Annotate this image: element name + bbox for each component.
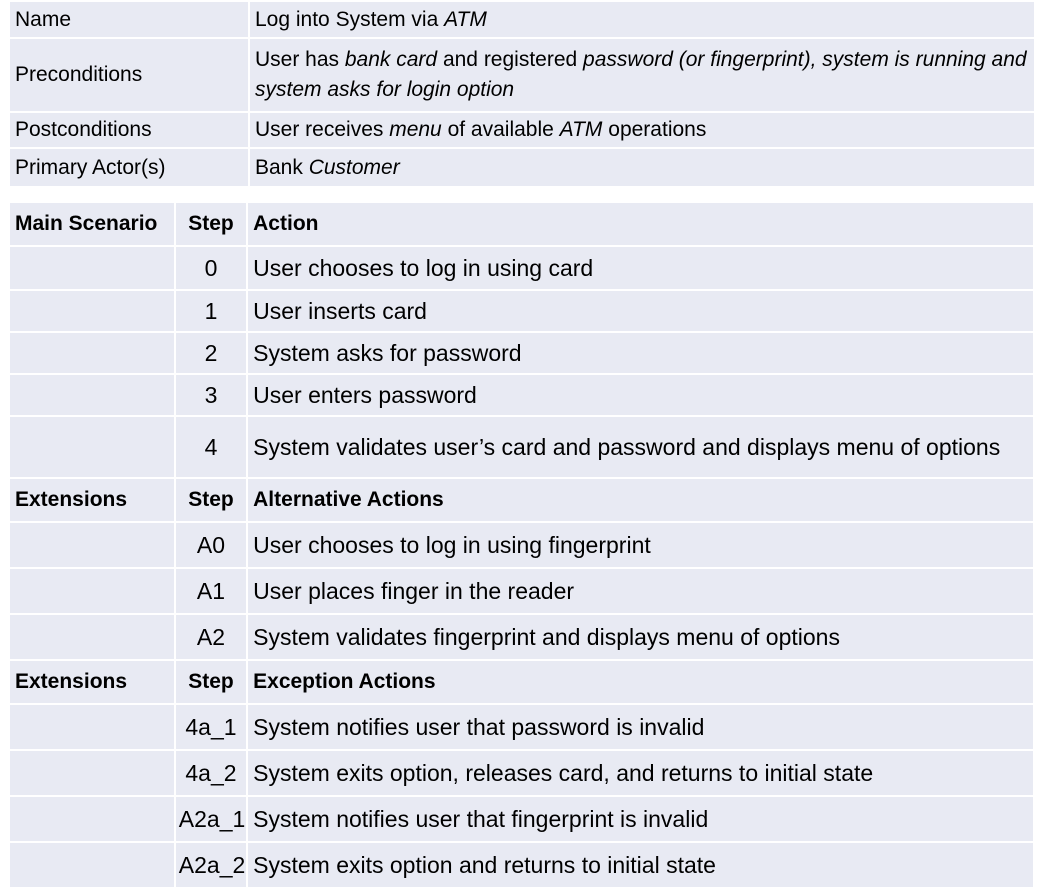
- table-row: [10, 333, 1033, 373]
- scenario-table: [8, 201, 1035, 889]
- step-action: User chooses to log in using fingerprint: [248, 523, 1033, 567]
- info-row-preconditions: [10, 39, 1034, 111]
- preconditions-text-2: bank card: [344, 48, 438, 71]
- empty-label-cell: [10, 247, 174, 289]
- postconditions-text-5: operations: [602, 118, 707, 141]
- exception-step-header: Step: [176, 661, 246, 703]
- empty-label-cell: [10, 375, 174, 415]
- primary-actors-text-1: Bank: [255, 155, 309, 179]
- step-action: User places finger in the reader: [248, 569, 1033, 613]
- empty-label-cell: [10, 843, 174, 887]
- step-action: User chooses to log in using card: [248, 247, 1033, 289]
- name-value-italic: ATM: [444, 7, 487, 31]
- alternative-extensions-header-row: [10, 479, 1033, 521]
- primary-actors-value: [250, 149, 1034, 186]
- step-number: 2: [176, 333, 246, 373]
- main-scenario-action-header: Action: [248, 203, 1033, 245]
- table-row: [10, 417, 1033, 477]
- step-number: 4: [176, 417, 246, 477]
- step-number: 4a_1: [176, 705, 246, 749]
- alternative-step-header: Step: [176, 479, 246, 521]
- table-row: [10, 291, 1033, 331]
- empty-label-cell: [10, 705, 174, 749]
- step-number: A2a_1: [176, 797, 246, 841]
- exception-extensions-label: Extensions: [10, 661, 174, 703]
- empty-label-cell: [10, 333, 174, 373]
- step-number: A2: [176, 615, 246, 659]
- step-action: System notifies user that password is invalid: [248, 705, 1033, 749]
- step-action: System notifies user that fingerprint is invalid: [248, 797, 1033, 841]
- alternative-extensions-label: Extensions: [10, 479, 174, 521]
- step-number: 0: [176, 247, 246, 289]
- step-action: System exits option, releases card, and returns to initial state: [248, 751, 1033, 795]
- alternative-actions-header: Alternative Actions: [248, 479, 1033, 521]
- main-scenario-label: Main Scenario: [10, 203, 174, 245]
- empty-label-cell: [10, 569, 174, 613]
- table-row: [10, 751, 1033, 795]
- info-row-primary-actors: [10, 149, 1034, 186]
- step-number: 1: [176, 291, 246, 331]
- postconditions-label: Postconditions: [10, 113, 248, 147]
- table-row: [10, 375, 1033, 415]
- step-number: 3: [176, 375, 246, 415]
- main-scenario-step-header: Step: [176, 203, 246, 245]
- exception-extensions-header-row: [10, 661, 1033, 703]
- exception-actions-header: Exception Actions: [248, 661, 1033, 703]
- step-number: A0: [176, 523, 246, 567]
- step-number: A1: [176, 569, 246, 613]
- step-action: System validates user’s card and password and displays menu of options: [248, 417, 1033, 477]
- step-action: System validates fingerprint and displays menu of options: [248, 615, 1033, 659]
- postconditions-text-1: User receives: [255, 118, 390, 141]
- preconditions-text-1: User has: [255, 48, 345, 71]
- empty-label-cell: [10, 797, 174, 841]
- info-row-postconditions: [10, 113, 1034, 147]
- name-value: [250, 2, 1034, 37]
- step-action: User enters password: [248, 375, 1033, 415]
- info-row-name: [10, 2, 1034, 37]
- empty-label-cell: [10, 523, 174, 567]
- main-scenario-header-row: [10, 203, 1033, 245]
- postconditions-text-3: of available: [441, 118, 560, 141]
- primary-actors-label: Primary Actor(s): [10, 149, 248, 186]
- table-row: [10, 247, 1033, 289]
- postconditions-value: [250, 113, 1034, 147]
- name-value-text: Log into System via: [255, 7, 445, 31]
- postconditions-text-4: ATM: [559, 118, 603, 141]
- table-row: [10, 705, 1033, 749]
- name-label: Name: [10, 2, 248, 37]
- preconditions-value: [250, 39, 1034, 111]
- step-action: System exits option and returns to initial state: [248, 843, 1033, 887]
- preconditions-label: Preconditions: [10, 39, 248, 111]
- empty-label-cell: [10, 291, 174, 331]
- primary-actors-text-2: Customer: [308, 155, 400, 179]
- postconditions-text-2: menu: [389, 118, 442, 141]
- empty-label-cell: [10, 615, 174, 659]
- empty-label-cell: [10, 417, 174, 477]
- table-row: [10, 843, 1033, 887]
- table-row: [10, 523, 1033, 567]
- step-action: User inserts card: [248, 291, 1033, 331]
- step-action: System asks for password: [248, 333, 1033, 373]
- step-number: A2a_2: [176, 843, 246, 887]
- preconditions-text-3: and registered: [437, 48, 584, 71]
- table-row: [10, 569, 1033, 613]
- step-number: 4a_2: [176, 751, 246, 795]
- table-row: [10, 797, 1033, 841]
- empty-label-cell: [10, 751, 174, 795]
- preconditions-text-4: password (or fingerprint), system is running and system asks for login option: [255, 48, 1027, 101]
- use-case-info-table: [8, 0, 1036, 188]
- table-row: [10, 615, 1033, 659]
